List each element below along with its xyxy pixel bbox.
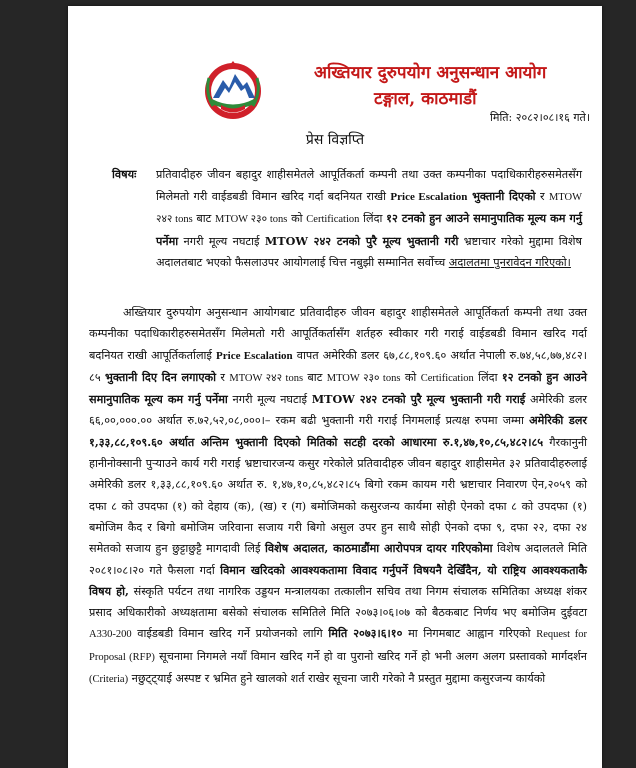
document-heading: प्रेस विज्ञप्ति (305, 132, 365, 148)
body-segment: विशेष अदालत, काठमाडौंमा आरोपपत्र दायर गरिएकोमा (264, 541, 493, 556)
body-segment: अमेरिकी डलर १,३३,८८,१०९.६० अर्थात अन्तिम भुक्तानी दिएको मितिको सटही दरको आधारमा रु.१,४७,१०,८५,४८२।८५ (89, 413, 587, 449)
body-segment: Price Escalation (216, 349, 293, 362)
body-segment: अख्तियार दुरुपयोग अनुसन्धान आयोगबाट प्रतिवादीहरु जीवन बहादुर शाहीसमेतले आपूर्तिकर्ता कम्पनी तथा उक्त कम्पनीका पदाधिकारीहरुसमेतसँग मिलेमतो गरी आपूर्तिकर्तासँग शर्तहरु स्वीकार गरी गराई वाईडबडी विमान खरिद गर्दा बदनियत राखी आपूर्तिकर्तालाई (89, 306, 587, 362)
subject-segment: लिंदा (359, 212, 387, 226)
body-segment: भुक्तानी दिए दिन लगाएको (105, 369, 216, 384)
subject-segment: अदालतमा पुनरावेदन गरिएको। (448, 256, 571, 270)
subject-segment: MTOW २४२ tons (156, 191, 582, 226)
subject-segment: को (287, 212, 307, 226)
subject-text (156, 168, 582, 269)
body-segment: नछुट्ट्याई अस्पष्ट र भ्रमित हुने खालको शर्त राखेर सूचना जारी गरेको नै प्रस्तुत मुद्दामा कसुरजन्य कार्यको (128, 672, 546, 686)
subject-segment: Price Escalation (390, 190, 468, 203)
body-segment: MTOW २३० tons (326, 372, 401, 384)
document-page (68, 6, 602, 768)
subject-segment: बाट (192, 212, 216, 226)
body-segment: नगरी मूल्य नघटाई (227, 393, 312, 407)
body-segment: (Criteria) (89, 674, 129, 686)
body-segment: विशेष अदालतले मिति २०८१।०८।२० गते फैसला गर्दा (89, 542, 588, 577)
body-segment: मा निगमबाट आह्वान गरिएको (402, 627, 537, 641)
subject-segment: Certification (306, 214, 360, 226)
body-segment: विमान खरिदको आवश्यकतामा विवाद गर्नुपर्ने विषयनै देखिँदैन, यो राष्ट्रिय आवश्यकताकै विषय हो, (89, 562, 587, 598)
body-segment: मिति २०७३।६।१० (328, 626, 403, 641)
body-segment: सूचनामा निगमले नयाँ विमान खरिद गर्ने हो वा पुरानो खरिद गर्ने हो भनी अलग अलग प्रस्तावको मार्गदर्शन (154, 649, 587, 663)
org-name-line1: अख्तियार दुरुपयोग अनुसन्धान आयोग (314, 63, 547, 83)
body-segment: अमेरिकी डलर ६६,००,०००.०० अर्थात रु.७२,५२,०८,०००।– रकम बढी भुक्तानी गरी गराई निगमलाई प्रत्यक्ष रुपमा जम्मा (89, 393, 587, 428)
nepal-coat-of-arms-icon (201, 58, 265, 122)
body-paragraph (89, 302, 587, 690)
subject-segment: भुक्तानी दिएको (467, 188, 536, 203)
subject-segment: MTOW २४२ टनको पुरै मूल्य भुक्तानी गरी (264, 233, 459, 248)
body-segment: Request for Proposal (RFP) (89, 629, 587, 663)
subject-label: विषयः (112, 167, 137, 181)
subject-segment: नगरी मूल्य नघटाई (178, 234, 265, 248)
subject-segment: १२ टनको हुन आउने समानुपातिक मूल्य कम गर्नु पर्नेमा (156, 211, 582, 248)
subject-segment: भ्रष्टाचार गरेको मुद्दामा विशेष अदालतबाट भएको फैसलाउपर आयोगलाई चित्त नबुझी सम्मानित सर्वोच्च (156, 234, 582, 270)
body-segment: A330-200 (89, 629, 132, 641)
subject-block (112, 164, 582, 274)
body-segment: र (216, 370, 230, 384)
body-segment: वाईडबडी विमान खरिद गर्ने प्रयोजनको लागि (131, 627, 329, 641)
org-name-line2: टङ्गाल, काठमाडौं (374, 89, 477, 109)
body-segment: MTOW २४२ tons (229, 372, 304, 384)
body-segment: को (400, 370, 421, 384)
body-segment: बाट (303, 370, 327, 384)
body-segment: Certification (420, 372, 474, 384)
subject-segment: MTOW २३० tons (215, 214, 288, 226)
body-segment: MTOW २४२ टनको पुरै मूल्य भुक्तानी गरी गराई (311, 392, 526, 407)
body-segment: गैरकानुनी हानीनोक्सानी पुऱ्याउने कार्य गरी गराई भ्रष्टाचारजन्य कसुर गरेकोले प्रतिवादीहरु जीवन बहादुर शाहीसमेत ३२ प्रतिवादीहरुलाई अमेरिकी डलर १,३३,८८,१०९.६० अर्थात रु. १,४७,१०,८५,४८२।८५ बिगो रकम कायम गरी भ्रष्टाचार निवारण ऐन,२०५९ को दफा ८ को उपदफा (१) को देहाय (क), (ख) र (ग) बमोजिमको कसुरजन्य कार्यमा सोही ऐनको दफा ८ को उपदफा (१) बमोजिम कैद र बिगो बमोजिम जरिवाना सजाय गरी बिगो असुल उपर हुन साथै सोही ऐनको दफा ९, दफा २२, दफा २४ समेतको सजाय हुन छुट्टाछुट्टै मागदावी लिई (89, 435, 587, 556)
subject-segment: प्रतिवादीहरु जीवन बहादुर शाहीसमेतले आपूर्तिकर्ता कम्पनी तथा उक्त कम्पनीका पदाधिकारीहरुसमेतसँग मिलेमतो गरी वाईडबडी विमान खरिद गर्दा बदनियत राखी (156, 168, 582, 203)
body-segment: १२ टनको हुन आउने समानुपातिक मूल्य कम गर्नु पर्नेमा (89, 369, 587, 407)
body-segment: लिंदा (473, 370, 502, 384)
press-release-date: मिति: २०८२।०८।१६ गते। (490, 111, 590, 124)
subject-segment: र (535, 189, 549, 203)
body-segment: वापत अमेरिकी डलर ६७,८८,१०९.६० अर्थात नेपाली रु.७४,५८,७७,४८२।८५ (89, 348, 587, 384)
body-segment: संस्कृति पर्यटन तथा नागरिक उड्डयन मन्त्रालयका तत्कालीन सचिव तथा निगम संचालक समितिका अध्यक्ष शंकर प्रसाद अधिकारीको अध्यक्षतामा बसेको संचालक समितिले मिति २०७३।०६।०७ को बैठकबाट निर्णय भए बमोजिम दुईवटा (89, 584, 587, 620)
